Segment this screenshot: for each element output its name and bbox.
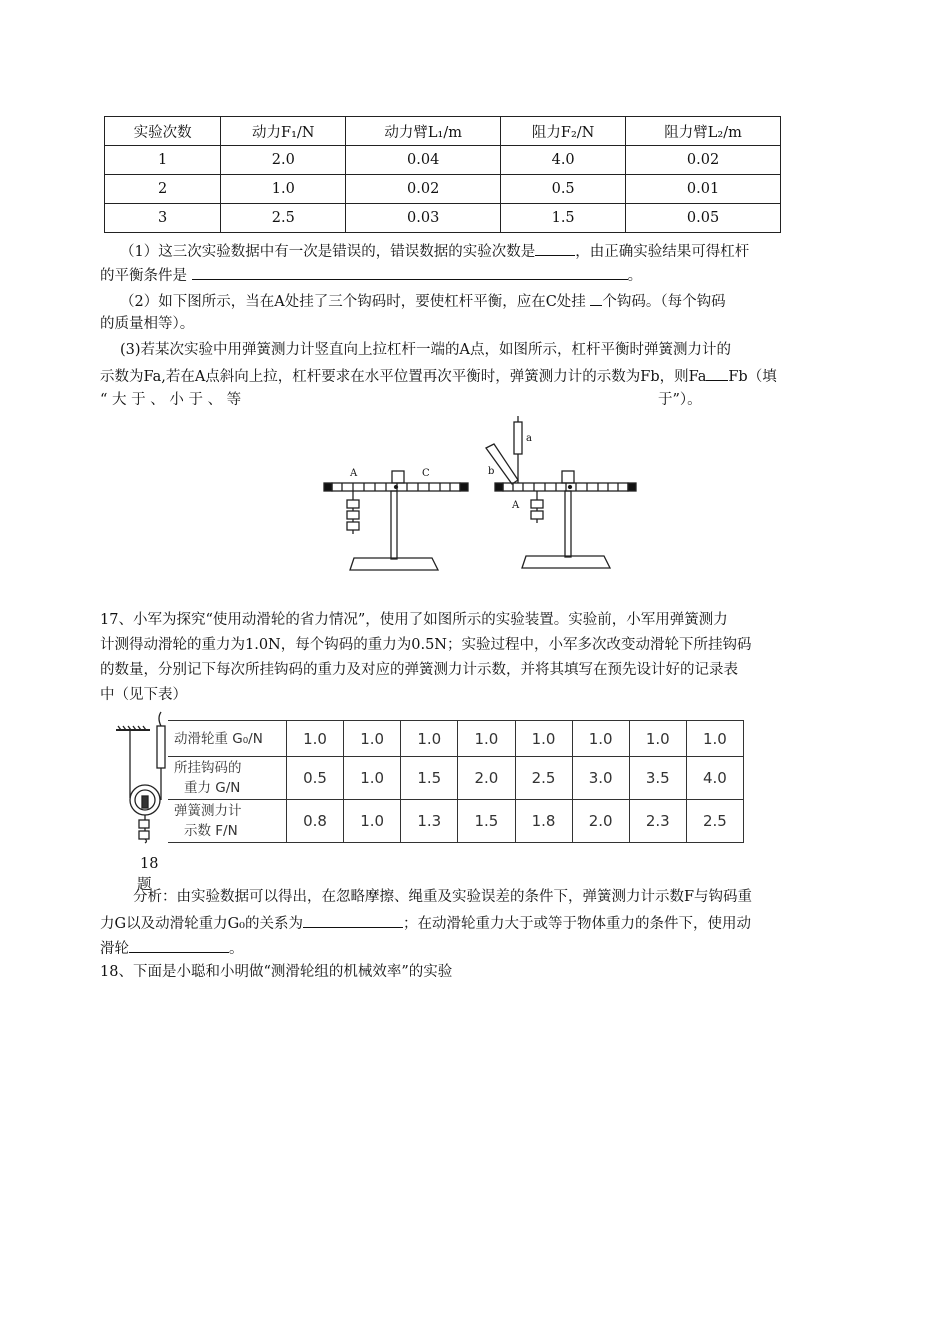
row-label: 动滑轮重 G₀/N	[168, 721, 287, 757]
table-cell: 1.5	[458, 800, 515, 843]
table-cell: 2.3	[629, 800, 686, 843]
label-A: A	[350, 468, 358, 479]
table-cell: 0.02	[346, 175, 501, 204]
text: 的平衡条件是	[100, 268, 187, 284]
q16-part2-line1	[120, 289, 726, 313]
table-cell: 1.0	[287, 721, 344, 757]
header-cell: 实验次数	[105, 117, 221, 146]
header-cell: 动力F₁/N	[221, 117, 346, 146]
answer-blank[interactable]	[303, 911, 403, 928]
answer-blank[interactable]	[129, 936, 229, 953]
text: 示数为Fa,若在A点斜向上拉，杠杆要求在水平位置再次平衡时，弹簧测力计的示数为Fb，则Fa	[100, 369, 707, 385]
answer-blank[interactable]	[590, 289, 602, 306]
text: 个钩码。（每个钩码	[602, 294, 726, 310]
table-cell: 4.0	[501, 146, 626, 175]
lever-left	[324, 471, 468, 570]
table-cell: 2.0	[572, 800, 629, 843]
table-cell: 2	[105, 175, 221, 204]
label-b: b	[488, 466, 495, 477]
table-cell: 1	[105, 146, 221, 175]
table-cell: 1.3	[401, 800, 458, 843]
table-cell: 1.5	[401, 757, 458, 800]
q17-line3: 的数量，分别记下每次所挂钩码的重力及对应的弹簧测力计示数，并将其填写在预先设计好的记录表	[100, 662, 738, 678]
table-cell: 2.5	[515, 757, 572, 800]
row-label-line: 弹簧测力计	[174, 803, 242, 819]
figure-caption-number: 18	[140, 856, 159, 872]
table-cell: 0.01	[626, 175, 781, 204]
analysis-line2	[100, 911, 751, 935]
table-cell: 2.5	[221, 204, 346, 233]
table-cell: 1.0	[221, 175, 346, 204]
q17-line1: 17、小军为探究“使用动滑轮的省力情况”，使用了如图所示的实验装置。实验前，小军用弹簧测力	[100, 612, 728, 628]
table-cell: 0.02	[626, 146, 781, 175]
table-row	[168, 757, 744, 800]
header-cell: 动力臂L₁/m	[346, 117, 501, 146]
table-row	[105, 204, 781, 233]
q17-line4: 中（见下表）	[100, 687, 187, 703]
table-cell: 0.8	[287, 800, 344, 843]
answer-blank[interactable]	[706, 364, 728, 381]
lever-right	[486, 416, 636, 568]
table-cell: 0.5	[501, 175, 626, 204]
table-cell: 2.0	[458, 757, 515, 800]
table-header-row	[105, 117, 781, 146]
table-row	[168, 800, 744, 843]
table-cell: 1.0	[344, 800, 401, 843]
row-label-line: 所挂钩码的	[174, 760, 242, 776]
lever-figure	[310, 410, 650, 580]
table-cell: 1.0	[515, 721, 572, 757]
q16-part1-line1	[120, 239, 749, 263]
figure-caption-label: 题	[137, 877, 152, 893]
text: 。	[229, 941, 244, 957]
table-cell: 1.8	[515, 800, 572, 843]
q16-part1-line2	[100, 263, 642, 287]
spring-scale-icon	[157, 726, 165, 768]
text: （2）如下图所示，当在A处挂了三个钩码时，要使杠杆平衡，应在C处挂	[120, 294, 586, 310]
table-row	[105, 175, 781, 204]
answer-blank[interactable]	[535, 239, 575, 256]
table-cell: 2.0	[221, 146, 346, 175]
q16-part3-line2	[100, 364, 777, 388]
table-cell: 1.0	[629, 721, 686, 757]
text: 滑轮	[100, 941, 129, 957]
pulley-figure	[112, 708, 174, 858]
header-cell: 阻力臂L₂/m	[626, 117, 781, 146]
table-cell: 0.03	[346, 204, 501, 233]
label-C: C	[422, 468, 430, 479]
table-row	[168, 721, 744, 757]
table-cell: 3	[105, 204, 221, 233]
spring-scale-a	[514, 422, 522, 454]
spring-scale-b	[486, 444, 518, 484]
table-cell: 1.0	[401, 721, 458, 757]
table-cell: 4.0	[686, 757, 743, 800]
row-label-line: 示数 F/N	[184, 823, 238, 839]
table-cell: 1.0	[572, 721, 629, 757]
table-cell: 1.5	[501, 204, 626, 233]
label-a: a	[526, 433, 532, 444]
text: ；在动滑轮重力大于或等于物体重力的条件下，使用动	[402, 916, 751, 932]
q17-line2: 计测得动滑轮的重力为1.0N，每个钩码的重力为0.5N；实验过程中，小军多次改变动滑轮下所挂钩码	[100, 637, 752, 653]
q16-part3-line3a: “ 大 于 、 小 于 、 等	[100, 392, 242, 408]
label-A2: A	[512, 500, 520, 511]
text: （1）这三次实验数据中有一次是错误的，错误数据的实验次数是	[120, 244, 536, 260]
q16-part3-line1: (3)若某次实验中用弹簧测力计竖直向上拉杠杆一端的A点，如图所示，杠杆平衡时弹簧测力计的	[120, 342, 732, 358]
table-cell: 1.0	[344, 757, 401, 800]
table-cell: 0.04	[346, 146, 501, 175]
text: 力G以及动滑轮重力G₀的关系为	[100, 916, 303, 932]
row-label-line: 重力 G/N	[184, 780, 241, 796]
header-cell: 阻力F₂/N	[501, 117, 626, 146]
analysis-line1: 分析：由实验数据可以得出，在忽略摩擦、绳重及实验误差的条件下，弹簧测力计示数F与钩码重	[133, 889, 753, 905]
table-cell: 0.05	[626, 204, 781, 233]
row-label	[168, 757, 287, 800]
table-cell: 3.0	[572, 757, 629, 800]
text: 。	[627, 268, 643, 284]
table-cell: 1.0	[458, 721, 515, 757]
q16-part2-line2: 的质量相等）。	[100, 316, 195, 332]
pulley-data-table	[168, 720, 744, 843]
table-cell: 3.5	[629, 757, 686, 800]
table-row	[105, 146, 781, 175]
table-cell: 1.0	[686, 721, 743, 757]
q16-part3-line3b: 于”）。	[658, 392, 702, 408]
analysis-line3	[100, 936, 244, 960]
answer-blank[interactable]	[192, 263, 628, 280]
q18-line1: 18、下面是小聪和小明做“测滑轮组的机械效率”的实验	[100, 964, 453, 980]
table-cell: 0.5	[287, 757, 344, 800]
table-cell: 1.0	[344, 721, 401, 757]
row-label	[168, 800, 287, 843]
lever-data-table	[104, 116, 781, 233]
table-cell: 2.5	[686, 800, 743, 843]
text: Fb（填	[728, 369, 777, 385]
text: ，由正确实验结果可得杠杆	[575, 244, 750, 260]
